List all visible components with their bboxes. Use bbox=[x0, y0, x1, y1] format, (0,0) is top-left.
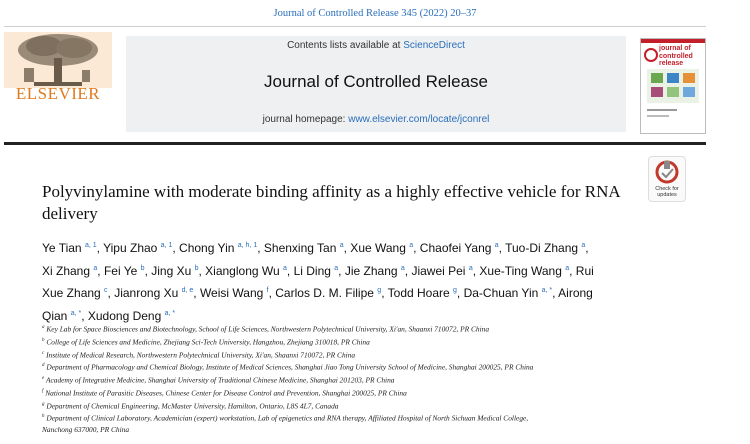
author-affiliation-marker[interactable]: f bbox=[266, 287, 269, 294]
author-affiliation-marker[interactable]: a, * bbox=[541, 287, 553, 294]
author-affiliation-marker[interactable]: a bbox=[93, 264, 98, 272]
affiliation-item bbox=[42, 348, 722, 361]
journal-citation[interactable]: Journal of Controlled Release 345 (2022) 20–37 bbox=[273, 8, 477, 19]
elsevier-tree-icon bbox=[4, 32, 112, 88]
author-affiliation-marker[interactable]: a bbox=[565, 264, 570, 272]
author-affiliation-marker[interactable]: a bbox=[400, 264, 405, 272]
author-affiliation-marker[interactable]: g bbox=[377, 287, 382, 294]
affiliation-key: c bbox=[42, 350, 45, 356]
affiliation-item bbox=[42, 335, 722, 348]
journal-masthead bbox=[126, 36, 626, 132]
affiliation-key: a bbox=[42, 325, 45, 330]
affiliation-item bbox=[42, 322, 722, 335]
journal-homepage-link[interactable]: www.elsevier.com/locate/jconrel bbox=[348, 114, 490, 125]
affiliation-key: f bbox=[42, 388, 44, 394]
journal-homepage-line bbox=[126, 114, 626, 125]
affiliation-text: Department of Pharmacology and Chemical Biology, Institute of Medical Sciences, Shanghai Jiao Tong University School of Medicine, Shanghai 200025, PR China bbox=[46, 362, 534, 372]
check-updates-icon bbox=[649, 157, 685, 187]
affiliation-text: Department of Clinical Laboratory, Academician (expert) workstation, Lab of epigenetics and RNA therapy, Affiliated Hospital of North Sichuan Medical College, bbox=[46, 413, 529, 423]
affiliation-text: Nanchong 637000, PR China bbox=[42, 425, 130, 435]
check-updates-label: Check for updates bbox=[655, 186, 679, 198]
author-affiliation-marker[interactable]: a, * bbox=[70, 309, 82, 317]
author-affiliation-marker[interactable]: g bbox=[453, 287, 457, 294]
affiliation-text: Academy of Integrative Medicine, Shanghai University of Traditional Chinese Medicine, Shanghai 201203, PR China bbox=[45, 375, 395, 385]
author-affiliation-marker[interactable]: a, h, 1 bbox=[237, 242, 258, 249]
affiliation-key: h bbox=[42, 414, 45, 420]
journal-cover-thumbnail[interactable] bbox=[640, 38, 706, 134]
affiliation-item bbox=[42, 360, 722, 373]
author-affiliation-marker[interactable]: d, e bbox=[181, 287, 194, 294]
article-title: Polyvinylamine with moderate binding affinity as a highly effective vehicle for RNA delivery bbox=[42, 182, 620, 223]
masthead-bottom-rule bbox=[4, 142, 706, 145]
affiliation-text: College of Life Sciences and Medicine, Zhejiang Sci-Tech University, Hangzhou, Zhejiang 310018, PR China bbox=[46, 337, 370, 347]
sciencedirect-link[interactable]: ScienceDirect bbox=[403, 40, 465, 51]
journal-name: Journal of Controlled Release bbox=[264, 72, 488, 91]
author-affiliation-marker[interactable]: a bbox=[283, 264, 287, 272]
affiliation-item bbox=[42, 386, 722, 399]
affiliation-item bbox=[42, 424, 722, 435]
author-list: Ye Tian $^{a, 1}$, Yipu Zhao $^{a, 1}$, Chong Yin $^{a, h, 1}$, Shenxing Tan $^a$, Xue Wang $^a$, Chaofei Yang $^a$, Tuo-Di Zhang $^a$, Xi Zhang $^a$, Fei Ye $^b$, Jing Xu $^b$, Xianglong Wu $^a$, Li Ding $^a$, Jie Zhang $^a$, Jiawei Pei $^a$, Xue-Ting Wang $^a$, Rui Xue Zhang $^c$, Jianrong Xu $^{d, e}$, Weisi Wang $^f$, Carlos D. M. Filipe $^g$, Todd Hoare $^g$, Da-Chuan Yin $^{a, *}$, Airong Qian $^{a, *}$, Xudong Deng $^{a, *}$ bbox=[42, 241, 594, 323]
homepage-prefix: journal homepage: bbox=[262, 114, 349, 125]
author-affiliation-marker[interactable]: a bbox=[409, 242, 414, 249]
publisher-name: ELSEVIER bbox=[15, 84, 101, 103]
contents-available-line bbox=[126, 40, 626, 51]
affiliation-key: e bbox=[42, 376, 45, 382]
affiliation-item bbox=[42, 373, 722, 386]
author-affiliation-marker[interactable]: a bbox=[581, 242, 586, 249]
author-affiliation-marker[interactable]: a bbox=[468, 264, 473, 272]
affiliation-item bbox=[42, 399, 722, 412]
affiliation-list bbox=[42, 322, 722, 435]
author-affiliation-marker[interactable]: b bbox=[140, 264, 145, 272]
affiliation-text: National Institute of Parasitic Diseases, Chinese Center for Disease Control and Prevention, Shanghai 200025, PR China bbox=[45, 388, 407, 398]
author-affiliation-marker[interactable]: c bbox=[104, 287, 108, 294]
affiliation-item bbox=[42, 411, 722, 424]
author-affiliation-marker[interactable]: a, 1 bbox=[160, 242, 173, 249]
author-affiliation-marker[interactable]: a bbox=[334, 264, 339, 272]
author-affiliation-marker[interactable]: a bbox=[339, 242, 344, 249]
header-divider bbox=[4, 26, 706, 27]
affiliation-key: b bbox=[42, 337, 45, 343]
check-for-updates-badge[interactable] bbox=[648, 156, 686, 202]
affiliation-text: Institute of Medical Research, Northwestern Polytechnical University, Xi'an, Shaanxi 710072, PR China bbox=[46, 350, 356, 359]
affiliation-text: Department of Chemical Engineering, McMaster University, Hamilton, Ontario, L8S 4L7, Canada bbox=[46, 401, 339, 411]
affiliation-key: d bbox=[42, 363, 45, 369]
author-affiliation-marker[interactable]: a, 1 bbox=[84, 242, 97, 249]
affiliation-key: g bbox=[42, 401, 45, 407]
author-affiliation-marker[interactable]: b bbox=[194, 264, 199, 272]
contents-prefix: Contents lists available at bbox=[287, 40, 404, 51]
author-affiliation-marker[interactable]: a bbox=[494, 242, 499, 249]
author-affiliation-marker[interactable]: a, * bbox=[164, 309, 176, 317]
cover-title: journal of controlled release bbox=[659, 45, 693, 67]
affiliation-text: Key Lab for Space Biosciences and Biotechnology, School of Life Sciences, Northwestern Polytechnical University, Xi'an, Shaanxi 710072, PR China bbox=[46, 324, 490, 334]
